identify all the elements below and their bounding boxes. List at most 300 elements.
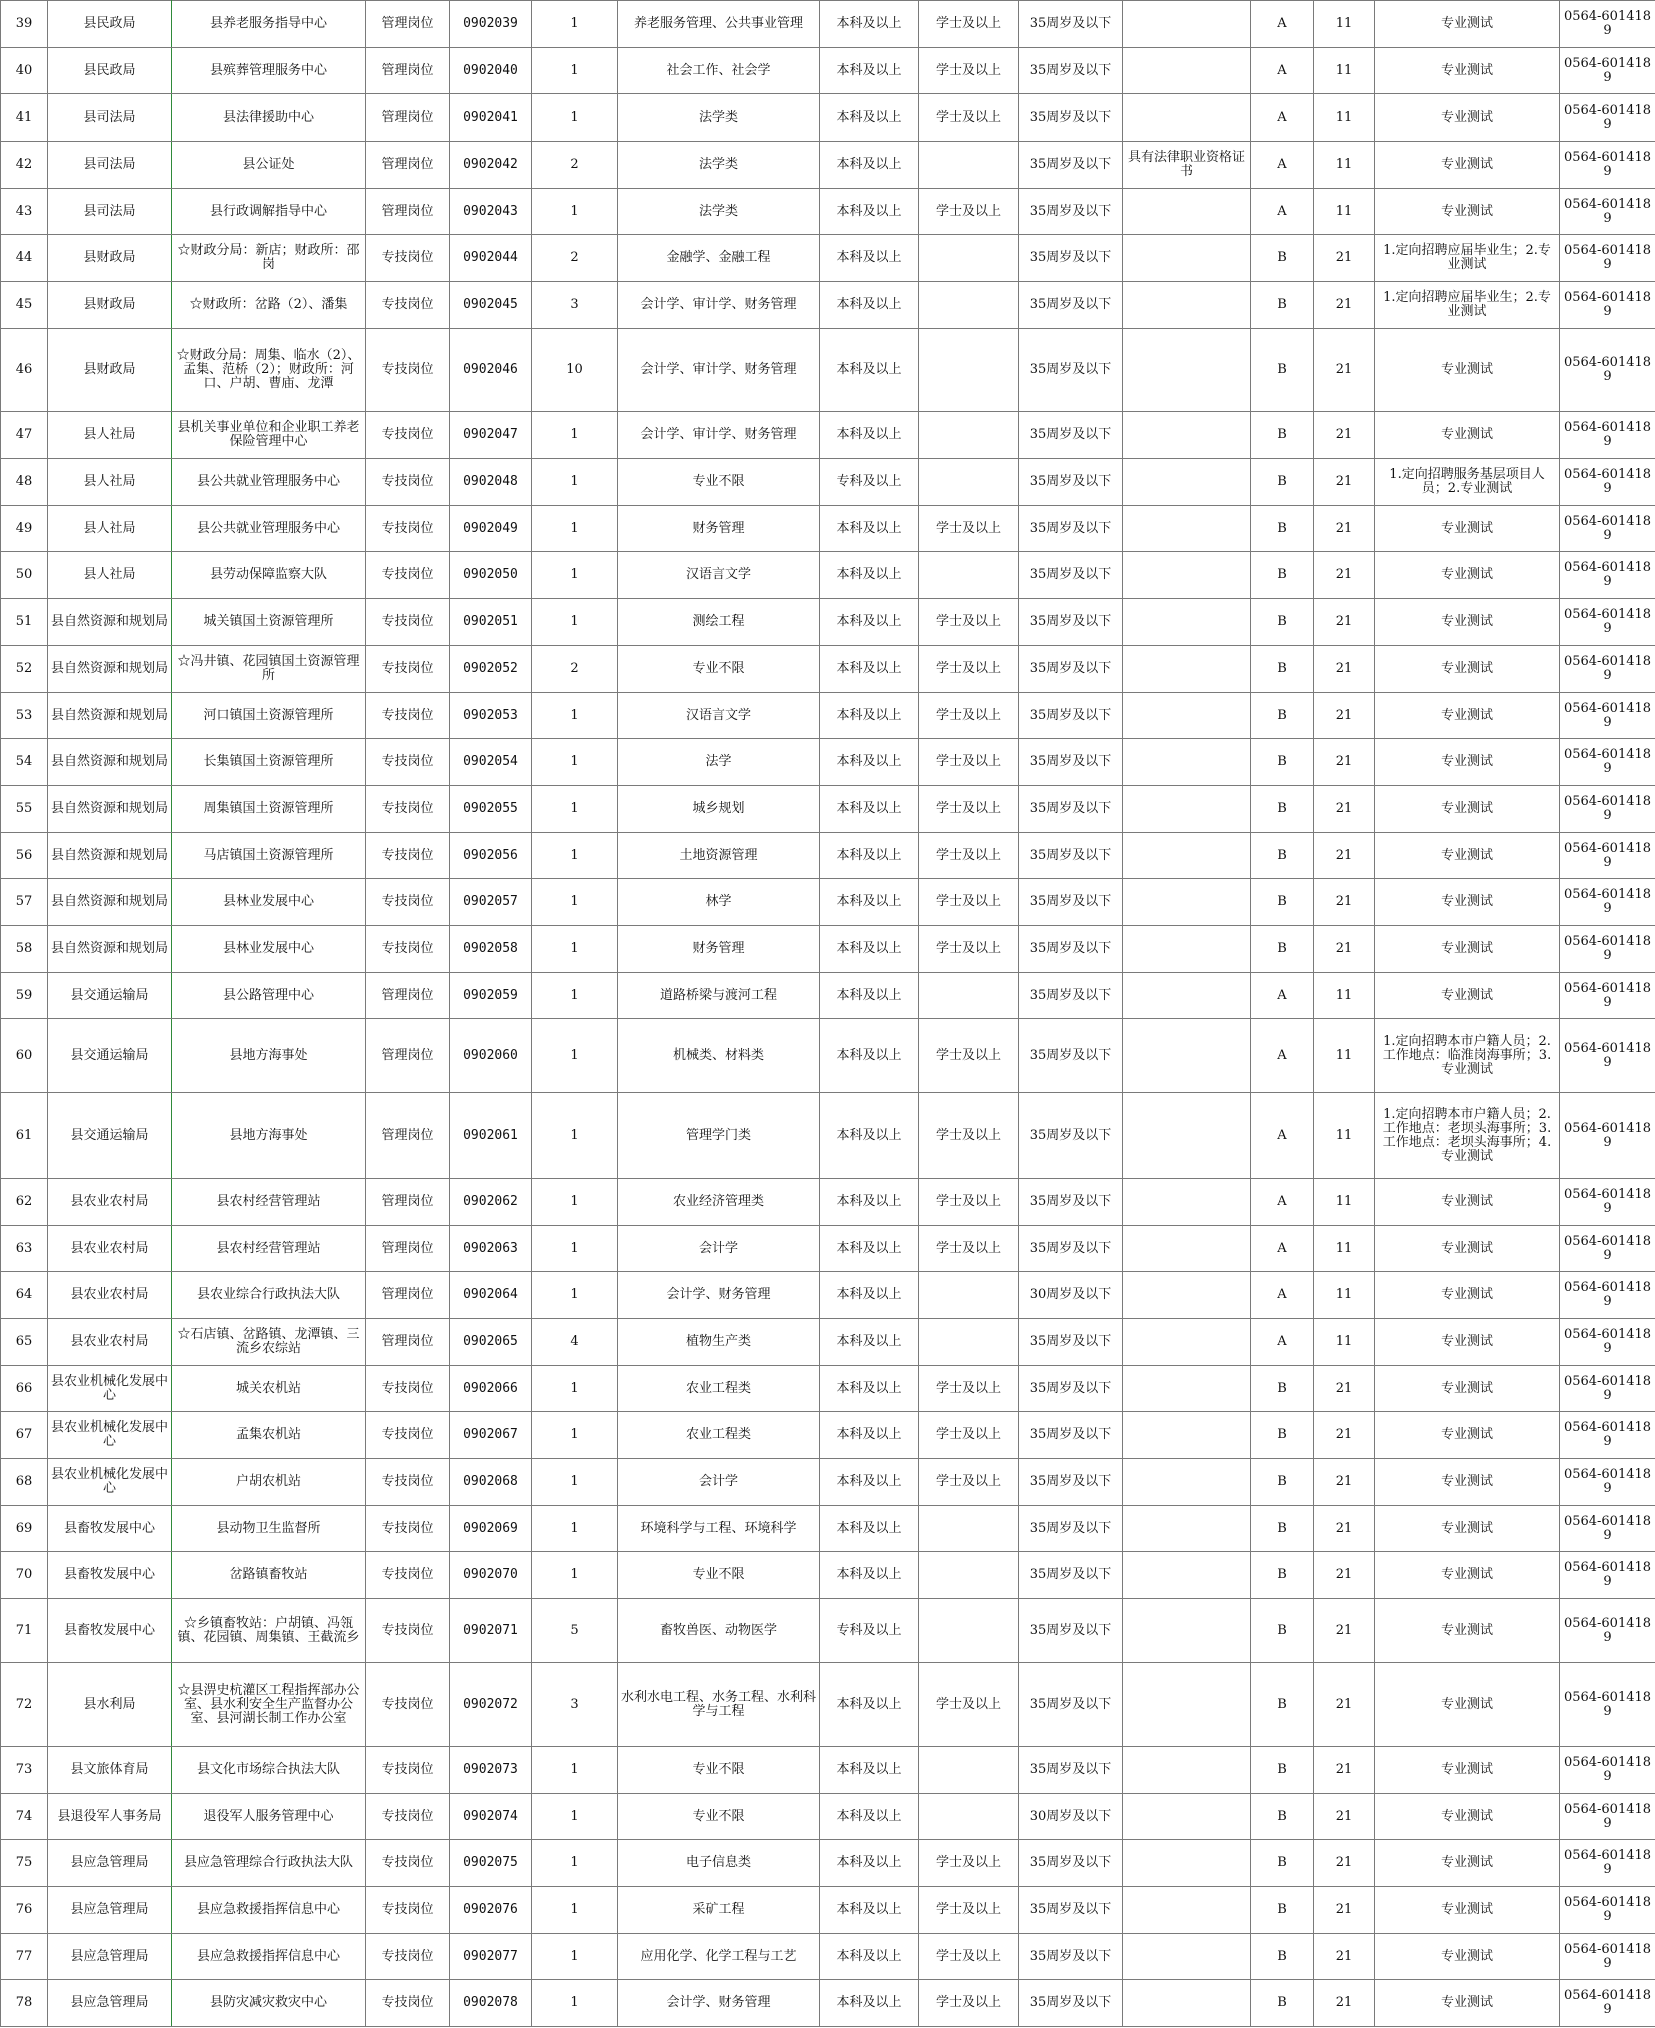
remarks-cell: 专业测试 [1375,1599,1560,1663]
headcount-cell: 1 [532,1019,618,1093]
other-requirement-cell [1123,1747,1251,1794]
subcategory-cell: 11 [1314,1019,1375,1093]
table-row [1,1506,1655,1552]
phone-cell: 0564-6014189 [1560,459,1655,506]
headcount-cell: 1 [532,1934,618,1980]
other-requirement-cell [1123,1840,1251,1887]
position-code-cell: 0902074 [450,1794,532,1840]
remarks-cell: 专业测试 [1375,412,1560,459]
degree-cell: 学士及以上 [919,1019,1019,1093]
position-code-cell: 0902040 [450,48,532,94]
remarks-cell: 专业测试 [1375,879,1560,926]
department-cell: 县司法局 [48,142,172,189]
table-row [1,189,1655,235]
row-number-cell: 71 [1,1599,48,1663]
major-cell: 水利水电工程、水务工程、水利科学与工程 [618,1663,820,1747]
subcategory-cell: 11 [1314,1226,1375,1272]
degree-cell: 学士及以上 [919,94,1019,142]
row-number-cell: 51 [1,599,48,646]
table-row [1,1459,1655,1506]
position-type-cell: 专技岗位 [366,1663,450,1747]
position-type-cell: 专技岗位 [366,693,450,739]
row-number-cell: 64 [1,1272,48,1319]
headcount-cell: 2 [532,646,618,693]
table-row [1,552,1655,599]
age-cell: 35周岁及以下 [1019,1663,1123,1747]
degree-cell [919,282,1019,329]
subcategory-cell: 21 [1314,282,1375,329]
major-cell: 法学类 [618,94,820,142]
position-type-cell: 专技岗位 [366,1794,450,1840]
headcount-cell: 1 [532,833,618,879]
unit-cell: 县公共就业管理服务中心 [172,506,366,552]
position-type-cell: 专技岗位 [366,739,450,786]
age-cell: 35周岁及以下 [1019,739,1123,786]
unit-cell: 县地方海事处 [172,1093,366,1179]
other-requirement-cell [1123,973,1251,1019]
remarks-cell: 专业测试 [1375,329,1560,412]
remarks-cell: 专业测试 [1375,693,1560,739]
degree-cell [919,1599,1019,1663]
position-type-cell: 专技岗位 [366,833,450,879]
row-number-cell: 53 [1,693,48,739]
position-type-cell: 管理岗位 [366,189,450,235]
age-cell: 35周岁及以下 [1019,552,1123,599]
table-row [1,1019,1655,1093]
department-cell: 县自然资源和规划局 [48,879,172,926]
degree-cell: 学士及以上 [919,1663,1019,1747]
headcount-cell: 1 [532,94,618,142]
major-cell: 会计学、审计学、财务管理 [618,412,820,459]
major-cell: 农业工程类 [618,1366,820,1412]
category-cell: B [1251,739,1314,786]
unit-cell: ☆冯井镇、花园镇国土资源管理所 [172,646,366,693]
position-code-cell: 0902076 [450,1887,532,1934]
education-cell: 本科及以上 [820,1934,919,1980]
age-cell: 35周岁及以下 [1019,1412,1123,1459]
education-cell: 本科及以上 [820,1226,919,1272]
major-cell: 会计学 [618,1459,820,1506]
headcount-cell: 1 [532,1747,618,1794]
phone-cell: 0564-6014189 [1560,1366,1655,1412]
phone-cell: 0564-6014189 [1560,48,1655,94]
category-cell: B [1251,1747,1314,1794]
major-cell: 财务管理 [618,926,820,973]
major-cell: 专业不限 [618,646,820,693]
subcategory-cell: 21 [1314,1747,1375,1794]
position-code-cell: 0902041 [450,94,532,142]
row-number-cell: 40 [1,48,48,94]
position-code-cell: 0902052 [450,646,532,693]
major-cell: 测绘工程 [618,599,820,646]
subcategory-cell: 11 [1314,1093,1375,1179]
education-cell: 本科及以上 [820,282,919,329]
major-cell: 会计学 [618,1226,820,1272]
position-code-cell: 0902078 [450,1980,532,2027]
subcategory-cell: 21 [1314,1663,1375,1747]
phone-cell: 0564-6014189 [1560,1179,1655,1226]
phone-cell: 0564-6014189 [1560,1794,1655,1840]
phone-cell: 0564-6014189 [1560,599,1655,646]
phone-cell: 0564-6014189 [1560,329,1655,412]
education-cell: 本科及以上 [820,599,919,646]
department-cell: 县司法局 [48,189,172,235]
degree-cell [919,1552,1019,1599]
headcount-cell: 1 [532,926,618,973]
headcount-cell: 3 [532,1663,618,1747]
headcount-cell: 1 [532,786,618,833]
headcount-cell: 1 [532,552,618,599]
phone-cell: 0564-6014189 [1560,1747,1655,1794]
unit-cell: 城关镇国土资源管理所 [172,599,366,646]
subcategory-cell: 11 [1314,189,1375,235]
department-cell: 县财政局 [48,235,172,282]
department-cell: 县司法局 [48,94,172,142]
department-cell: 县交通运输局 [48,1093,172,1179]
row-number-cell: 44 [1,235,48,282]
subcategory-cell: 21 [1314,1599,1375,1663]
position-type-cell: 专技岗位 [366,599,450,646]
education-cell: 本科及以上 [820,833,919,879]
headcount-cell: 1 [532,1552,618,1599]
unit-cell: 县动物卫生监督所 [172,1506,366,1552]
headcount-cell: 1 [532,506,618,552]
category-cell: A [1251,973,1314,1019]
position-code-cell: 0902062 [450,1179,532,1226]
headcount-cell: 1 [532,739,618,786]
unit-cell: ☆财政分局：新店；财政所：邵岗 [172,235,366,282]
education-cell: 本科及以上 [820,1,919,48]
subcategory-cell: 21 [1314,646,1375,693]
age-cell: 35周岁及以下 [1019,1319,1123,1366]
subcategory-cell: 21 [1314,926,1375,973]
other-requirement-cell [1123,1019,1251,1093]
category-cell: A [1251,1093,1314,1179]
headcount-cell: 1 [532,1179,618,1226]
category-cell: B [1251,646,1314,693]
unit-cell: 县行政调解指导中心 [172,189,366,235]
phone-cell: 0564-6014189 [1560,973,1655,1019]
phone-cell: 0564-6014189 [1560,1980,1655,2027]
department-cell: 县人社局 [48,506,172,552]
department-cell: 县交通运输局 [48,973,172,1019]
subcategory-cell: 21 [1314,1459,1375,1506]
department-cell: 县自然资源和规划局 [48,599,172,646]
subcategory-cell: 21 [1314,693,1375,739]
row-number-cell: 69 [1,1506,48,1552]
table-row [1,1887,1655,1934]
other-requirement-cell [1123,282,1251,329]
position-type-cell: 专技岗位 [366,552,450,599]
department-cell: 县自然资源和规划局 [48,833,172,879]
position-type-cell: 专技岗位 [366,646,450,693]
other-requirement-cell [1123,329,1251,412]
degree-cell [919,412,1019,459]
category-cell: B [1251,1366,1314,1412]
department-cell: 县农业机械化发展中心 [48,1459,172,1506]
category-cell: B [1251,1599,1314,1663]
degree-cell: 学士及以上 [919,1840,1019,1887]
category-cell: B [1251,412,1314,459]
degree-cell: 学士及以上 [919,693,1019,739]
other-requirement-cell [1123,1794,1251,1840]
headcount-cell: 1 [532,973,618,1019]
phone-cell: 0564-6014189 [1560,1412,1655,1459]
remarks-cell: 1.定向招聘应届毕业生；2.专业测试 [1375,235,1560,282]
remarks-cell: 专业测试 [1375,1506,1560,1552]
education-cell: 本科及以上 [820,329,919,412]
degree-cell [919,329,1019,412]
department-cell: 县自然资源和规划局 [48,646,172,693]
phone-cell: 0564-6014189 [1560,833,1655,879]
position-type-cell: 专技岗位 [366,926,450,973]
row-number-cell: 49 [1,506,48,552]
table-row [1,459,1655,506]
department-cell: 县人社局 [48,552,172,599]
headcount-cell: 5 [532,1599,618,1663]
row-number-cell: 48 [1,459,48,506]
education-cell: 本科及以上 [820,506,919,552]
position-type-cell: 专技岗位 [366,282,450,329]
degree-cell: 学士及以上 [919,48,1019,94]
remarks-cell: 专业测试 [1375,1,1560,48]
category-cell: A [1251,94,1314,142]
position-type-cell: 管理岗位 [366,1272,450,1319]
remarks-cell: 专业测试 [1375,1319,1560,1366]
unit-cell: 户胡农机站 [172,1459,366,1506]
row-number-cell: 45 [1,282,48,329]
education-cell: 本科及以上 [820,1272,919,1319]
table-row [1,1272,1655,1319]
table-row [1,1093,1655,1179]
category-cell: A [1251,142,1314,189]
major-cell: 金融学、金融工程 [618,235,820,282]
position-code-cell: 0902068 [450,1459,532,1506]
department-cell: 县民政局 [48,48,172,94]
table-row [1,786,1655,833]
category-cell: B [1251,1794,1314,1840]
unit-cell: 县林业发展中心 [172,879,366,926]
category-cell: B [1251,506,1314,552]
phone-cell: 0564-6014189 [1560,926,1655,973]
degree-cell: 学士及以上 [919,739,1019,786]
position-code-cell: 0902061 [450,1093,532,1179]
position-code-cell: 0902067 [450,1412,532,1459]
age-cell: 35周岁及以下 [1019,282,1123,329]
education-cell: 本科及以上 [820,94,919,142]
other-requirement-cell [1123,1179,1251,1226]
education-cell: 本科及以上 [820,1319,919,1366]
degree-cell [919,1319,1019,1366]
remarks-cell: 专业测试 [1375,1179,1560,1226]
position-type-cell: 专技岗位 [366,1747,450,1794]
category-cell: B [1251,926,1314,973]
degree-cell: 学士及以上 [919,1366,1019,1412]
major-cell: 会计学、审计学、财务管理 [618,282,820,329]
position-code-cell: 0902070 [450,1552,532,1599]
other-requirement-cell [1123,48,1251,94]
age-cell: 35周岁及以下 [1019,1,1123,48]
major-cell: 专业不限 [618,1794,820,1840]
department-cell: 县自然资源和规划局 [48,739,172,786]
remarks-cell: 专业测试 [1375,552,1560,599]
subcategory-cell: 21 [1314,412,1375,459]
unit-cell: 退役军人服务管理中心 [172,1794,366,1840]
unit-cell: 城关农机站 [172,1366,366,1412]
remarks-cell: 1.定向招聘本市户籍人员；2.工作地点：临淮岗海事所；3.专业测试 [1375,1019,1560,1093]
age-cell: 35周岁及以下 [1019,1506,1123,1552]
row-number-cell: 60 [1,1019,48,1093]
position-code-cell: 0902059 [450,973,532,1019]
position-code-cell: 0902072 [450,1663,532,1747]
department-cell: 县应急管理局 [48,1887,172,1934]
department-cell: 县自然资源和规划局 [48,693,172,739]
headcount-cell: 1 [532,1794,618,1840]
age-cell: 35周岁及以下 [1019,1366,1123,1412]
department-cell: 县农业农村局 [48,1179,172,1226]
category-cell: A [1251,48,1314,94]
degree-cell: 学士及以上 [919,1179,1019,1226]
remarks-cell: 专业测试 [1375,1887,1560,1934]
major-cell: 植物生产类 [618,1319,820,1366]
age-cell: 35周岁及以下 [1019,879,1123,926]
position-type-cell: 管理岗位 [366,973,450,1019]
degree-cell [919,235,1019,282]
age-cell: 35周岁及以下 [1019,142,1123,189]
position-type-cell: 专技岗位 [366,1980,450,2027]
age-cell: 35周岁及以下 [1019,459,1123,506]
subcategory-cell: 21 [1314,1366,1375,1412]
department-cell: 县农业机械化发展中心 [48,1366,172,1412]
subcategory-cell: 21 [1314,506,1375,552]
unit-cell: 县文化市场综合执法大队 [172,1747,366,1794]
position-type-cell: 管理岗位 [366,1019,450,1093]
other-requirement-cell [1123,1887,1251,1934]
position-type-cell: 专技岗位 [366,1552,450,1599]
degree-cell: 学士及以上 [919,879,1019,926]
headcount-cell: 1 [532,1272,618,1319]
position-code-cell: 0902044 [450,235,532,282]
age-cell: 35周岁及以下 [1019,599,1123,646]
table-row [1,235,1655,282]
category-cell: B [1251,1552,1314,1599]
row-number-cell: 56 [1,833,48,879]
headcount-cell: 1 [532,599,618,646]
row-number-cell: 46 [1,329,48,412]
subcategory-cell: 11 [1314,1319,1375,1366]
phone-cell: 0564-6014189 [1560,1887,1655,1934]
department-cell: 县人社局 [48,412,172,459]
department-cell: 县应急管理局 [48,1934,172,1980]
position-type-cell: 管理岗位 [366,1093,450,1179]
department-cell: 县自然资源和规划局 [48,926,172,973]
position-type-cell: 管理岗位 [366,94,450,142]
subcategory-cell: 21 [1314,599,1375,646]
table-row [1,142,1655,189]
row-number-cell: 74 [1,1794,48,1840]
degree-cell: 学士及以上 [919,786,1019,833]
degree-cell [919,1272,1019,1319]
table-row [1,646,1655,693]
table-row [1,94,1655,142]
table-row [1,599,1655,646]
remarks-cell: 专业测试 [1375,833,1560,879]
category-cell: B [1251,833,1314,879]
age-cell: 35周岁及以下 [1019,693,1123,739]
major-cell: 城乡规划 [618,786,820,833]
degree-cell [919,1747,1019,1794]
category-cell: B [1251,1840,1314,1887]
subcategory-cell: 21 [1314,1794,1375,1840]
degree-cell: 学士及以上 [919,1093,1019,1179]
age-cell: 35周岁及以下 [1019,48,1123,94]
department-cell: 县财政局 [48,282,172,329]
degree-cell: 学士及以上 [919,1934,1019,1980]
headcount-cell: 1 [532,879,618,926]
degree-cell: 学士及以上 [919,506,1019,552]
other-requirement-cell [1123,235,1251,282]
unit-cell: 县农业综合行政执法大队 [172,1272,366,1319]
table-row [1,1980,1655,2027]
department-cell: 县自然资源和规划局 [48,786,172,833]
category-cell: B [1251,1459,1314,1506]
position-code-cell: 0902064 [450,1272,532,1319]
unit-cell: ☆乡镇畜牧站：户胡镇、冯瓴镇、花园镇、周集镇、王截流乡 [172,1599,366,1663]
row-number-cell: 73 [1,1747,48,1794]
category-cell: A [1251,1019,1314,1093]
position-type-cell: 管理岗位 [366,1226,450,1272]
other-requirement-cell [1123,833,1251,879]
position-code-cell: 0902071 [450,1599,532,1663]
other-requirement-cell [1123,926,1251,973]
subcategory-cell: 21 [1314,1887,1375,1934]
row-number-cell: 72 [1,1663,48,1747]
table-row [1,1226,1655,1272]
department-cell: 县农业农村局 [48,1272,172,1319]
position-code-cell: 0902045 [450,282,532,329]
other-requirement-cell [1123,1599,1251,1663]
age-cell: 35周岁及以下 [1019,1934,1123,1980]
other-requirement-cell [1123,189,1251,235]
table-row [1,1599,1655,1663]
category-cell: B [1251,786,1314,833]
unit-cell: ☆石店镇、岔路镇、龙潭镇、三流乡农综站 [172,1319,366,1366]
other-requirement-cell [1123,693,1251,739]
row-number-cell: 59 [1,973,48,1019]
phone-cell: 0564-6014189 [1560,1093,1655,1179]
phone-cell: 0564-6014189 [1560,879,1655,926]
other-requirement-cell [1123,1,1251,48]
phone-cell: 0564-6014189 [1560,506,1655,552]
unit-cell: 县劳动保障监察大队 [172,552,366,599]
age-cell: 35周岁及以下 [1019,329,1123,412]
headcount-cell: 1 [532,1980,618,2027]
row-number-cell: 41 [1,94,48,142]
department-cell: 县畜牧发展中心 [48,1599,172,1663]
education-cell: 本科及以上 [820,1840,919,1887]
phone-cell: 0564-6014189 [1560,739,1655,786]
department-cell: 县畜牧发展中心 [48,1506,172,1552]
position-code-cell: 0902057 [450,879,532,926]
education-cell: 专科及以上 [820,1599,919,1663]
education-cell: 本科及以上 [820,1663,919,1747]
table-row [1,1840,1655,1887]
row-number-cell: 50 [1,552,48,599]
headcount-cell: 1 [532,1887,618,1934]
table-body [1,1,1655,2027]
major-cell: 机械类、材料类 [618,1019,820,1093]
category-cell: B [1251,459,1314,506]
